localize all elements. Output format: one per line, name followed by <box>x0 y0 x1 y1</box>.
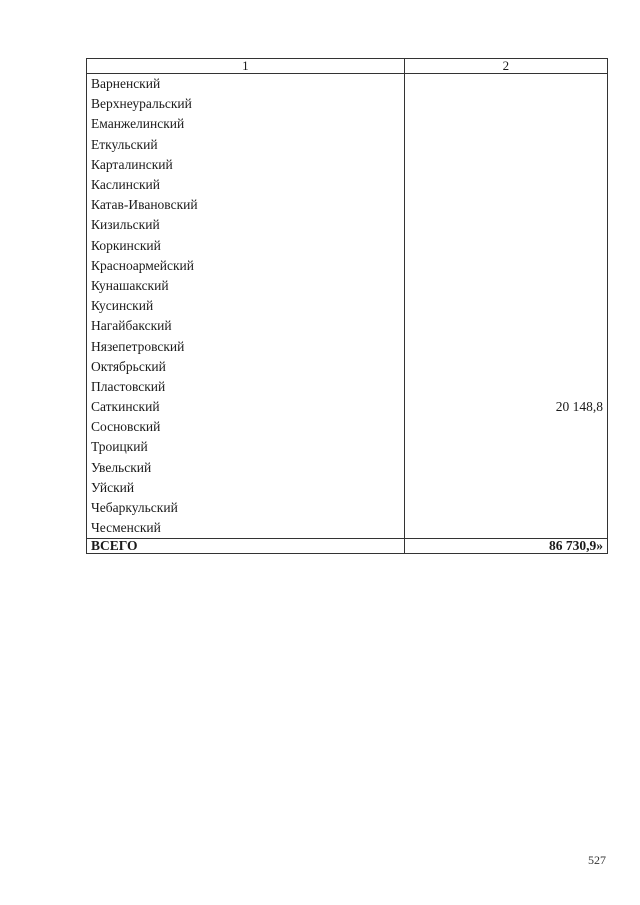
district-value <box>404 417 607 437</box>
table-row <box>87 316 608 336</box>
district-value <box>404 276 607 296</box>
table-row <box>87 296 608 316</box>
district-name: Кусинский <box>87 296 405 316</box>
table-row <box>87 94 608 114</box>
column-header-2: 2 <box>404 59 607 74</box>
column-header-1: 1 <box>87 59 405 74</box>
table-row <box>87 417 608 437</box>
table-header-row <box>87 59 608 74</box>
district-name: Карталинский <box>87 155 405 175</box>
district-name: Кунашакский <box>87 276 405 296</box>
district-value <box>404 215 607 235</box>
district-name: Чесменский <box>87 518 405 539</box>
table-row <box>87 215 608 235</box>
district-name: Катав-Ивановский <box>87 195 405 215</box>
district-name: Верхнеуральский <box>87 94 405 114</box>
district-name: Пластовский <box>87 377 405 397</box>
district-value <box>404 135 607 155</box>
total-label: ВСЕГО <box>87 539 405 554</box>
district-value <box>404 195 607 215</box>
district-value <box>404 357 607 377</box>
district-name: Нагайбакский <box>87 316 405 336</box>
district-value <box>404 336 607 356</box>
table-row <box>87 397 608 417</box>
table-row <box>87 498 608 518</box>
district-value <box>404 94 607 114</box>
table-row <box>87 155 608 175</box>
table-row <box>87 74 608 95</box>
district-value <box>404 316 607 336</box>
table-row <box>87 175 608 195</box>
district-name: Увельский <box>87 458 405 478</box>
district-value <box>404 458 607 478</box>
table-row <box>87 437 608 457</box>
district-value <box>404 437 607 457</box>
district-value <box>404 377 607 397</box>
district-value <box>404 518 607 539</box>
district-name: Еманжелинский <box>87 114 405 134</box>
district-value <box>404 236 607 256</box>
district-name: Красноармейский <box>87 256 405 276</box>
district-value <box>404 155 607 175</box>
table-row <box>87 135 608 155</box>
district-name: Троицкий <box>87 437 405 457</box>
table-row <box>87 518 608 539</box>
district-value <box>404 296 607 316</box>
table-row <box>87 478 608 498</box>
district-value <box>404 74 607 95</box>
district-value <box>404 175 607 195</box>
total-row <box>87 539 608 554</box>
district-value: 20 148,8 <box>404 397 607 417</box>
district-value <box>404 478 607 498</box>
district-name: Саткинский <box>87 397 405 417</box>
total-value: 86 730,9» <box>404 539 607 554</box>
district-name: Кизильский <box>87 215 405 235</box>
table-row <box>87 195 608 215</box>
district-name: Уйский <box>87 478 405 498</box>
table-row <box>87 336 608 356</box>
district-value <box>404 498 607 518</box>
district-name: Октябрьский <box>87 357 405 377</box>
district-name: Сосновский <box>87 417 405 437</box>
table-row <box>87 236 608 256</box>
table-row <box>87 114 608 134</box>
district-value <box>404 114 607 134</box>
table-row <box>87 357 608 377</box>
table-body <box>87 74 608 554</box>
district-value <box>404 256 607 276</box>
table-row <box>87 276 608 296</box>
district-name: Каслинский <box>87 175 405 195</box>
district-name: Еткульский <box>87 135 405 155</box>
district-name: Чебаркульский <box>87 498 405 518</box>
page-number: 527 <box>588 853 606 867</box>
district-name: Нязепетровский <box>87 336 405 356</box>
table-row <box>87 377 608 397</box>
table-row <box>87 458 608 478</box>
table-row <box>87 256 608 276</box>
district-table <box>86 58 608 554</box>
district-name: Коркинский <box>87 236 405 256</box>
district-name: Варненский <box>87 74 405 95</box>
